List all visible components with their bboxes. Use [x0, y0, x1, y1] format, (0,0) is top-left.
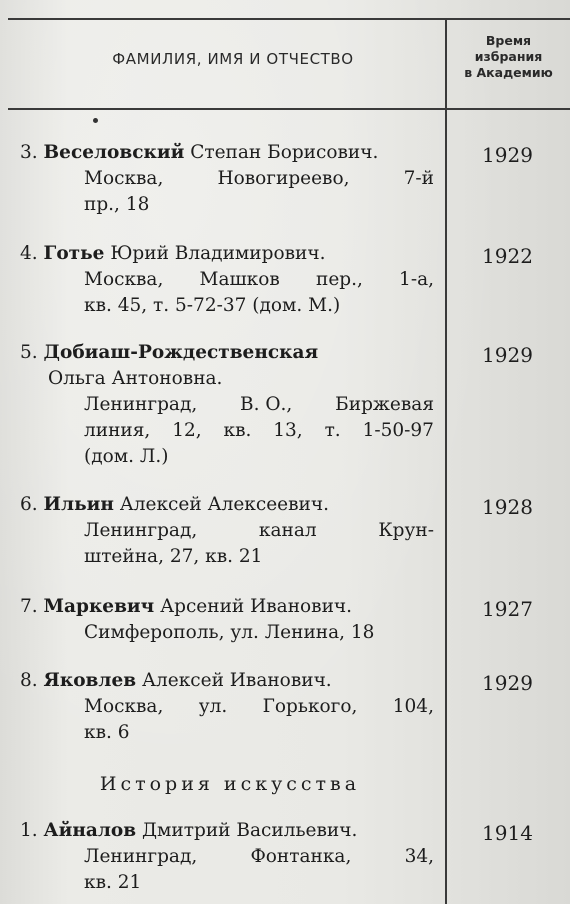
addr-word: Ленинград,: [84, 394, 198, 415]
header-year-line: Время: [485, 33, 532, 48]
addr-word: 34,: [404, 846, 434, 867]
addr-word: 1-а,: [399, 269, 434, 290]
addr-word: канал: [258, 520, 317, 541]
addr-word: Фонтанка,: [250, 846, 352, 867]
entry-surname: Веселовский: [43, 142, 185, 163]
addr-word: т.: [324, 420, 341, 441]
addr-word: Новогиреево,: [217, 168, 350, 189]
addr-word: Машков: [199, 269, 280, 290]
entry-address-line: [20, 518, 440, 544]
entry-year: 1929: [482, 343, 533, 367]
entry-3: [20, 140, 440, 218]
entry-given-name: Алексей Иванович.: [141, 670, 332, 691]
section-entry-1: [20, 818, 440, 896]
table-top-rule: [8, 18, 570, 20]
entry-address-line: (дом. Л.): [84, 446, 169, 467]
addr-word: 13,: [273, 420, 303, 441]
entry-address-line: Симферополь, ул. Ленина, 18: [84, 622, 375, 643]
entry-year: 1929: [482, 143, 533, 167]
entry-given-name: Юрий Владимирович.: [110, 243, 326, 264]
table-header-rule: [8, 108, 570, 110]
print-speck: [93, 118, 98, 123]
entry-surname: Ильин: [43, 494, 114, 515]
header-name-column: ФАМИЛИЯ, ИМЯ И ОТЧЕСТВО: [112, 50, 354, 68]
addr-word: Ленинград,: [84, 846, 198, 867]
entry-year: 1914: [482, 821, 533, 845]
addr-word: Горького,: [262, 696, 358, 717]
entry-address-line: штейна, 27, кв. 21: [84, 546, 263, 567]
addr-word: В. О.,: [240, 394, 293, 415]
entry-year: 1922: [482, 244, 533, 268]
table-column-rule: [445, 18, 447, 904]
addr-word: Ленинград,: [84, 520, 198, 541]
addr-word: Москва,: [84, 168, 164, 189]
entry-given-name: Степан Борисович.: [190, 142, 379, 163]
addr-word: 1-50-97: [362, 420, 434, 441]
entry-address-line: кв. 45, т. 5-72-37 (дом. М.): [84, 295, 341, 316]
entry-address-line: [20, 844, 440, 870]
addr-word: пер.,: [315, 269, 363, 290]
entry-year: 1928: [482, 495, 533, 519]
entry-6: [20, 492, 440, 570]
entry-given-name: Алексей Алексеевич.: [119, 494, 329, 515]
entry-number: 5.: [20, 342, 38, 363]
section-title: История искусства: [99, 773, 361, 795]
entry-address-line: кв. 21: [84, 872, 142, 893]
entry-number: 8.: [20, 670, 38, 691]
entry-surname: Добиаш-Рождественская: [43, 342, 319, 363]
entry-address-line: кв. 6: [84, 722, 130, 743]
entry-number: 3.: [20, 142, 38, 163]
entry-address-line: [20, 267, 440, 293]
entry-given-name: Арсений Иванович.: [160, 596, 353, 617]
addr-word: линия,: [84, 420, 151, 441]
entry-address-line: [20, 418, 440, 444]
header-year-line: избрания: [474, 49, 543, 64]
entry-given-name: Ольга Антоновна.: [48, 368, 223, 389]
entry-8: [20, 668, 440, 746]
addr-word: ул.: [198, 696, 228, 717]
entry-number: 6.: [20, 494, 38, 515]
entry-4: [20, 241, 440, 319]
entry-address-line: [20, 392, 440, 418]
addr-word: Биржевая: [335, 394, 434, 415]
entry-surname: Готье: [43, 243, 105, 264]
entry-number: 4.: [20, 243, 38, 264]
header-year-line: в Академию: [464, 65, 553, 80]
entry-address-line: пр., 18: [84, 194, 150, 215]
entry-number: 1.: [20, 820, 38, 841]
entry-given-name: Дмитрий Васильевич.: [142, 820, 358, 841]
entry-surname: Яковлев: [43, 670, 137, 691]
entry-year: 1929: [482, 671, 533, 695]
entry-address-line: [20, 166, 440, 192]
addr-word: Москва,: [84, 696, 164, 717]
entry-year: 1927: [482, 597, 533, 621]
entry-surname: Маркевич: [43, 596, 155, 617]
addr-word: кв.: [223, 420, 252, 441]
header-year-column: [447, 33, 570, 81]
entry-surname: Айналов: [43, 820, 137, 841]
addr-word: Москва,: [84, 269, 164, 290]
entry-7: [20, 594, 440, 646]
addr-word: 104,: [392, 696, 434, 717]
entry-number: 7.: [20, 596, 38, 617]
addr-word: 12,: [172, 420, 202, 441]
addr-word: 7-й: [403, 168, 434, 189]
entry-address-line: [20, 694, 440, 720]
entry-5: [20, 340, 440, 470]
addr-word: Крун-: [378, 520, 434, 541]
